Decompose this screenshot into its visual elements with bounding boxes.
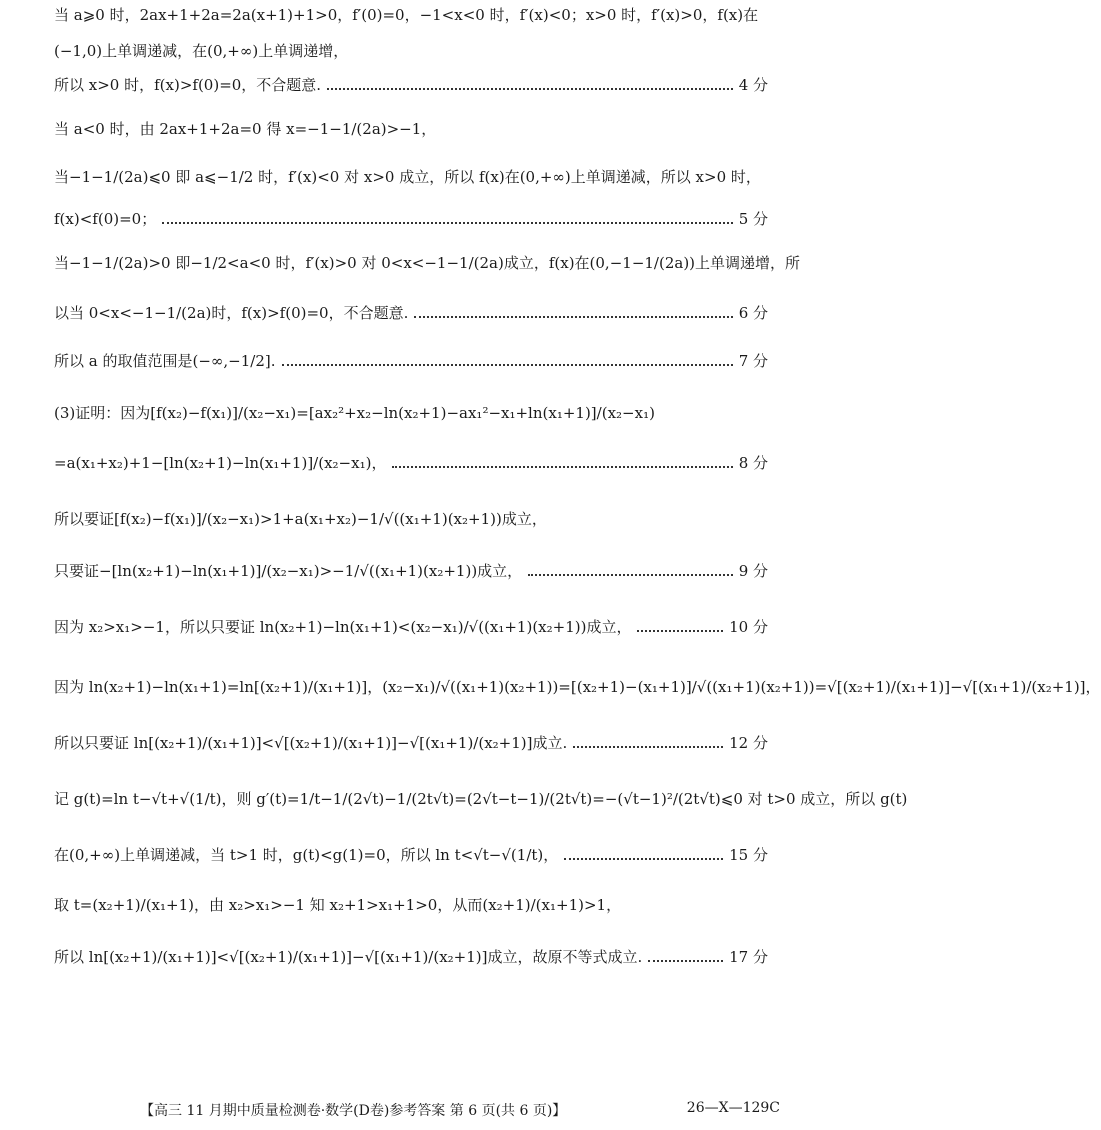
solution-line	[54, 946, 768, 968]
solution-text: 取 t=(x₂+1)/(x₁+1)，由 x₂>x₁>−1 知 x₂+1>x₁+1>0，从而(x₂+1)/(x₁+1)>1，	[54, 896, 622, 914]
solution-line	[54, 350, 768, 372]
solution-text: 所以 a 的取值范围是(−∞,−1/2].	[54, 352, 276, 370]
solution-line	[54, 74, 768, 96]
solution-line	[54, 302, 768, 324]
solution-text: 当−1−1/(2a)⩽0 即 a⩽−1/2 时，f′(x)<0 对 x>0 成立，所以 f(x)在(0,+∞)上单调递减，所以 x>0 时，	[54, 168, 761, 186]
dot-leader	[564, 850, 723, 860]
solution-text: =a(x₁+x₂)+1−[ln(x₂+1)−ln(x₁+1)]/(x₂−x₁)，	[54, 454, 387, 472]
solution-line	[54, 452, 768, 474]
footer-title: 【高三 11 月期中质量检测卷·数学(D卷)参考答案	[140, 1103, 446, 1119]
score-mark: 8 分	[738, 454, 768, 472]
solution-line	[54, 252, 801, 274]
dot-leader	[573, 738, 723, 748]
solution-text: 当 a⩾0 时，2ax+1+2a=2a(x+1)+1>0，f′(0)=0，−1<x<0 时，f′(x)<0；x>0 时，f′(x)>0，f(x)在	[54, 6, 759, 24]
dot-leader	[162, 214, 732, 224]
solution-text: 所以要证[f(x₂)−f(x₁)]/(x₂−x₁)>1+a(x₁+x₂)−1/√((x₁+1)(x₂+1))成立，	[54, 510, 547, 528]
score-mark: 15 分	[729, 846, 768, 864]
solution-line	[54, 118, 768, 140]
score-mark: 4 分	[738, 76, 768, 94]
solution-line	[54, 166, 768, 188]
solution-text: f(x)<f(0)=0；	[54, 210, 157, 228]
solution-line	[54, 788, 908, 810]
score-mark: 6 分	[738, 304, 768, 322]
solution-line	[54, 676, 1101, 698]
solution-text: 因为 x₂>x₁>−1，所以只要证 ln(x₂+1)−ln(x₁+1)<(x₂−x₁)/√((x₁+1)(x₂+1))成立，	[54, 618, 632, 636]
solution-line	[54, 616, 768, 638]
dot-leader	[414, 308, 732, 318]
solution-text: 只要证−[ln(x₂+1)−ln(x₁+1)]/(x₂−x₁)>−1/√((x₁+1)(x₂+1))成立，	[54, 562, 523, 580]
score-mark: 5 分	[738, 210, 768, 228]
score-mark: 17 分	[729, 948, 768, 966]
solution-line	[54, 4, 768, 26]
solution-text: 所以只要证 ln[(x₂+1)/(x₁+1)]<√[(x₂+1)/(x₁+1)]−√[(x₁+1)/(x₂+1)]成立.	[54, 734, 568, 752]
solution-text: 所以 ln[(x₂+1)/(x₁+1)]<√[(x₂+1)/(x₁+1)]−√[(x₁+1)/(x₂+1)]成立，故原不等式成立.	[54, 948, 643, 966]
page-footer	[140, 1100, 780, 1120]
solution-line	[54, 40, 768, 62]
dot-leader	[392, 458, 732, 468]
solution-text: 当−1−1/(2a)>0 即−1/2<a<0 时，f′(x)>0 对 0<x<−1−1/(2a)成立，f(x)在(0,−1−1/(2a))上单调递增，所	[54, 254, 801, 272]
solution-line	[54, 508, 768, 530]
solution-text: 以当 0<x<−1−1/(2a)时，f(x)>f(0)=0，不合题意.	[54, 304, 409, 322]
footer-code: 26—X—129C	[686, 1100, 780, 1116]
solution-line	[54, 844, 768, 866]
solution-text: (−1,0)上单调递减，在(0,+∞)上单调递增，	[54, 42, 349, 60]
footer-page-number: 第 6 页(共 6 页)】	[449, 1103, 567, 1119]
score-mark: 10 分	[729, 618, 768, 636]
solution-text: 所以 x>0 时，f(x)>f(0)=0，不合题意.	[54, 76, 322, 94]
solution-line	[54, 732, 768, 754]
solution-line	[54, 894, 768, 916]
dot-leader	[648, 952, 723, 962]
solution-text: 当 a<0 时，由 2ax+1+2a=0 得 x=−1−1/(2a)>−1，	[54, 120, 437, 138]
score-mark: 12 分	[729, 734, 768, 752]
solution-text: 在(0,+∞)上单调递减，当 t>1 时，g(t)<g(1)=0，所以 ln t<√t−√(1/t)，	[54, 846, 559, 864]
solution-text: (3)证明：因为[f(x₂)−f(x₁)]/(x₂−x₁)=[ax₂²+x₂−ln(x₂+1)−ax₁²−x₁+ln(x₁+1)]/(x₂−x₁)	[54, 404, 655, 422]
dot-leader	[327, 80, 733, 90]
solution-text: 记 g(t)=ln t−√t+√(1/t)，则 g′(t)=1/t−1/(2√t)−1/(2t√t)=(2√t−t−1)/(2t√t)=−(√t−1)²/(2t√t)⩽0 对 t>0 成立，所以 g(t)	[54, 790, 908, 808]
footer-left	[140, 1100, 566, 1120]
score-mark: 7 分	[738, 352, 768, 370]
dot-leader	[637, 622, 723, 632]
solution-line	[54, 402, 768, 424]
solution-line	[54, 208, 768, 230]
solution-text: 因为 ln(x₂+1)−ln(x₁+1)=ln[(x₂+1)/(x₁+1)]，(x₂−x₁)/√((x₁+1)(x₂+1))=[(x₂+1)−(x₁+1)]/√((x₁+1)(x₂+1))=√[(x₂+1)/(x₁+1)]−√[(x₁+1)/(x₂+1)]，	[54, 678, 1101, 696]
dot-leader	[528, 566, 733, 576]
dot-leader	[282, 356, 733, 366]
score-mark: 9 分	[738, 562, 768, 580]
solution-line	[54, 560, 768, 582]
